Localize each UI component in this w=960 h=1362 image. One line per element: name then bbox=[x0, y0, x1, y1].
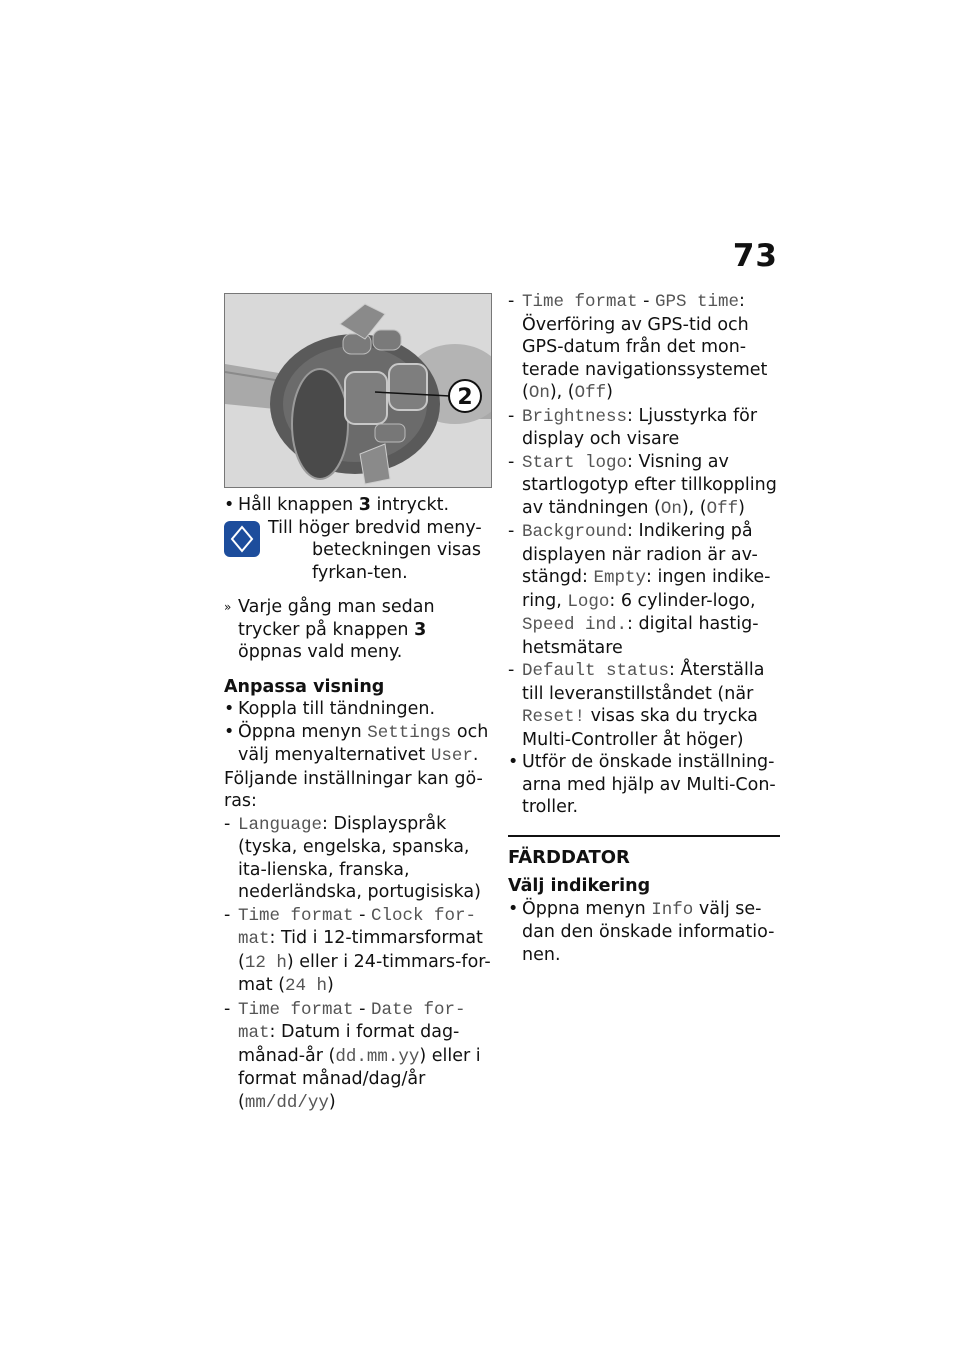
option-clock-format: - Time format - Clock for-mat: Tid i 12-timmarsformat (12 h) eller i 24-timmars-for-mat (24 h) bbox=[224, 904, 491, 996]
intro-text: Följande inställningar kan gö-ras: bbox=[224, 768, 483, 811]
step-hold-button: • Håll knappen 3 intryckt. bbox=[224, 495, 450, 515]
option-date-format: - Time format - Date for-mat: Datum i format dag-månad-år (dd.mm.yy) eller i format månad/dag/år (mm/dd/yy) bbox=[224, 998, 481, 1113]
note: Till höger bredvid meny-beteckningen visas fyrkan-ten. bbox=[224, 517, 492, 585]
option-language: - Language: Displayspråk (tyska, engelska, spanska, ita-lienska, franska, nederländska, portugisiska) bbox=[224, 813, 481, 902]
heading-anpassa-visning: Anpassa visning bbox=[224, 676, 385, 697]
option-gps-time: - Time format - GPS time: Överföring av GPS-tid och GPS-datum från det mon-terade navigationssystemet (On), (Off) bbox=[508, 291, 768, 403]
left-column bbox=[224, 293, 492, 1114]
handlebar-control-photo bbox=[224, 293, 492, 488]
step-apply-settings: • Utför de önskade inställning-arna med hjälp av Multi-Con-troller. bbox=[508, 752, 776, 817]
right-column bbox=[508, 290, 780, 966]
diamond-note-icon bbox=[224, 521, 260, 557]
option-default-status: - Default status: Återställa till leveranstillståndet (när Reset! visas ska du trycka Multi-Controller åt höger) bbox=[508, 660, 765, 750]
page-number: 73 bbox=[732, 238, 778, 274]
heading-valj-indikering: Välj indikering bbox=[508, 876, 651, 896]
step-ignition: • Koppla till tändningen. bbox=[224, 699, 436, 719]
section-title-farddator: FÄRDDATOR bbox=[508, 835, 780, 870]
option-start-logo: - Start logo: Visning av startlogotyp efter tillkoppling av tändningen (On), (Off) bbox=[508, 451, 777, 519]
option-background: - Background: Indikering på displayen när radion är av-stängd: Empty: ingen indike-ring, Logo: 6 cylinder-logo, Speed ind.: digital hastig-hetsmätare bbox=[508, 521, 771, 658]
callout-number: 2 bbox=[457, 385, 473, 410]
step-open-info: • Öppna menyn Info välj se-dan den önskade informatio-nen. bbox=[508, 898, 775, 965]
handlebar-switch-illustration bbox=[225, 294, 491, 487]
option-brightness: - Brightness: Ljusstyrka för display och visare bbox=[508, 405, 758, 449]
result-line: » Varje gång man sedan trycker på knappen 3 öppnas vald meny. bbox=[224, 597, 435, 662]
step-open-settings: • Öppna menyn Settings och välj menyalternativet User. bbox=[224, 721, 489, 766]
